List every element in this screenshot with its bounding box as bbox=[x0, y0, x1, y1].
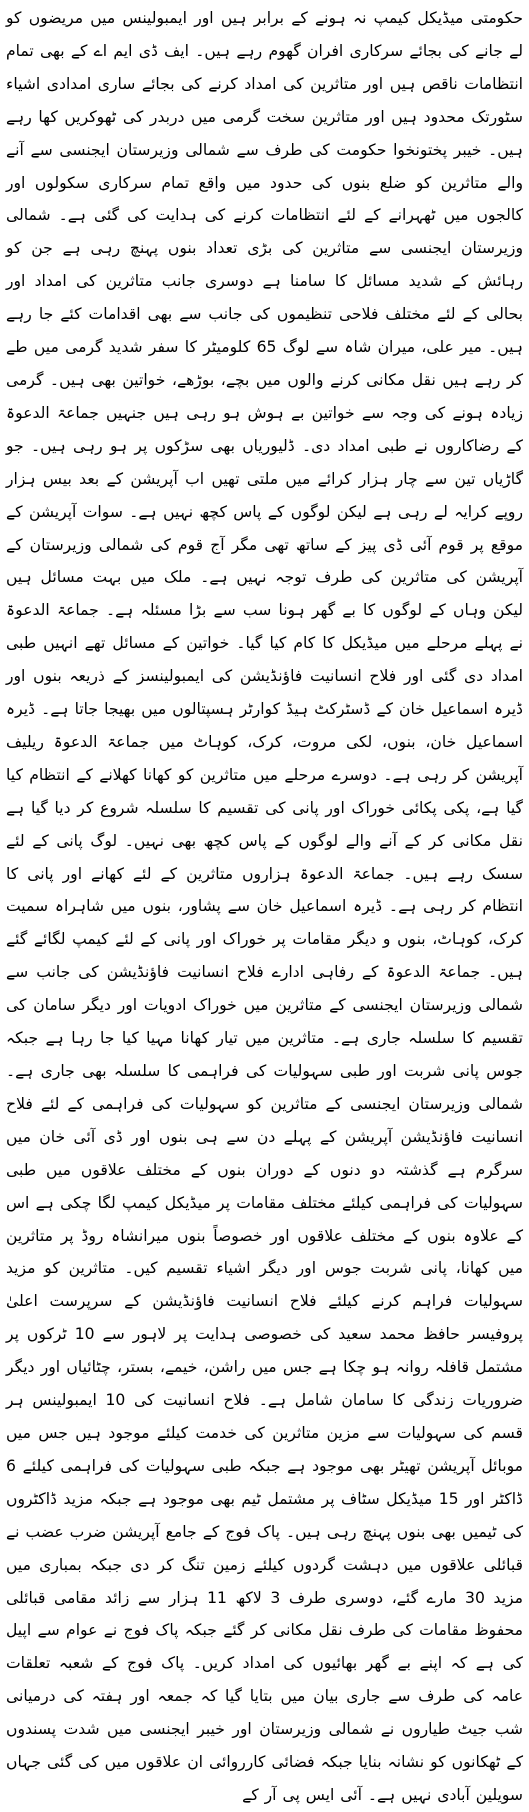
article-body-text: حکومتی میڈیکل کیمپ نہ ہونے کے برابر ہیں اور ایمبولینس میں مریضوں کو لے جانے کی بجائے سرکاری افران گھوم رہے ہیں۔ ایف ڈی ایم اے کے بھی تمام انتظامات ناقص ہیں اور متاثرین کی امداد کرنے کی بجائے ساری امدادی اشیاء سٹورتک محدود ہیں اور متاثرین سخت گرمی میں دربدر کی ٹھوکریں کھا رہے ہیں۔ خیبر پختونخوا حکومت کی طرف سے شمالی وزیرستان ایجنسی سے آنے والے متاثرین کو ضلع بنوں کی حدود میں واقع تمام سرکاری سکولوں اور کالجوں میں ٹھہرانے کے لئے انتظامات کرنے کی ہدایت کی گئی ہے۔ شمالی وزیرستان ایجنسی سے متاثرین کی بڑی تعداد بنوں پہنچ رہی ہے جن کو رہائش کے شدید مسائل کا سامنا ہے دوسری جانب متاثرین کی امداد اور بحالی کے لئے مختلف فلاحی تنظیموں کی جانب سے بھی اقدامات کئے جا رہے ہیں۔ میر علی، میران شاہ سے لوگ 65 کلومیٹر کا سفر شدید گرمی میں طے کر رہے ہیں نقل مکانی کرنے والوں میں بچے، بوڑھے، خواتین بھی ہیں۔ گرمی زیادہ ہونے کی وجہ سے خواتین بے ہوش ہو رہی ہیں جنہیں جماعۃ الدعوۃ کے رضاکاروں نے طبی امداد دی۔ ڈلیوریاں بھی سڑکوں پر ہو رہی ہیں۔ جو گاڑیاں تین سے چار ہزار کرائے میں ملتی تھیں اب آپریشن کے بعد بیس ہزار روپے کرایہ لے رہی ہے لیکن لوگوں کے پاس کچھ نہیں ہے۔ سوات آپریشن کے موقع پر قوم آئی ڈی پیز کے ساتھ تھی مگر آج قوم کی شمالی وزیرستان کے آپریشن کی متاثرین کی طرف توجہ نہیں ہے۔ ملک میں بہت مسائل ہیں لیکن وہاں کے لوگوں کا بے گھر ہونا سب سے بڑا مسئلہ ہے۔ جماعۃ الدعوۃ نے پہلے مرحلے میں میڈیکل کا کام کیا گیا۔ خواتین کے مسائل تھے انہیں طبی امداد دی گئی اور فلاح انسانیت فاؤنڈیشن کی ایمبولینسز کے ذریعہ بنوں اور ڈیرہ اسماعیل خان کے ڈسٹرکٹ ہیڈ کوارٹر ہسپتالوں میں بھیجا جاتا ہے۔ ڈیرہ اسماعیل خان، بنوں، لکی مروت، کرک، کوہاٹ میں جماعۃ الدعوۃ ریلیف آپریشن کر رہی ہے۔ دوسرے مرحلے میں متاثرین کو کھانا کھلانے کے انتظام کیا گیا ہے، پکی پکائی خوراک اور پانی کی تقسیم کا سلسلہ شروع کر دیا گیا ہے نقل مکانی کر کے آنے والے لوگوں کے پاس کچھ بھی نہیں۔ لوگ پانی کے لئے سسک رہے ہیں۔ جماعۃ الدعوۃ ہزاروں متاثرین کے لئے کھانے اور پانی کا انتظام کر رہی ہے۔ ڈیرہ اسماعیل خان سے پشاور، بنوں میں شاہراہ سمیت کرک، کوہاٹ، بنوں و دیگر مقامات پر خوراک اور پانی کے لئے کیمپ لگائے گئے ہیں۔ جماعۃ الدعوۃ کے رفاہی ادارے فلاح انسانیت فاؤنڈیشن کی جانب سے شمالی وزیرستان ایجنسی کے متاثرین میں خوراک ادویات اور دیگر سامان کی تقسیم کا سلسلہ جاری ہے۔ متاثرین میں تیار کھانا مہیا کیا جا رہا ہے جبکہ جوس پانی شربت اور طبی سہولیات کی فراہمی کا سلسلہ بھی جاری ہے۔ شمالی وزیرستان ایجنسی کے متاثرین کو سہولیات کی فراہمی کے لئے فلاح انسانیت فاؤنڈیشن آپریشن کے پہلے دن سے ہی بنوں اور ڈی آئی خان میں سرگرم ہے گذشتہ دو دنوں کے دوران بنوں کے مختلف علاقوں میں طبی سہولیات کی فراہمی کیلئے مختلف مقامات پر میڈیکل کیمپ لگا چکی ہے اس کے علاوہ بنوں کے مختلف علاقوں اور خصوصاً بنوں میرانشاہ روڈ پر متاثرین میں کھانا، پانی شربت جوس اور دیگر اشیاء تقسیم کیں۔ متاثرین کو مزید سہولیات فراہم کرنے کیلئے فلاح انسانیت فاؤنڈیشن کے سرپرست اعلیٰ پروفیسر حافظ محمد سعید کی خصوصی ہدایت پر لاہور سے 10 ٹرکوں پر مشتمل قافلہ روانہ ہو چکا ہے جس میں راشن، خیمے، بستر، چٹائیاں اور دیگر ضروریات زندگی کا سامان شامل ہے۔ فلاح انسانیت کی 10 ایمبولینس ہر قسم کی سہولیات سے مزین متاثرین کی خدمت کیلئے موجود ہیں جس میں موبائل آپریشن تھیٹر بھی موجود ہے جبکہ طبی سہولیات کی فراہمی کیلئے 6 ڈاکٹر اور 15 میڈیکل سٹاف پر مشتمل ٹیم بھی موجود ہے جبکہ مزید ڈاکٹروں کی ٹیمیں بھی بنوں پہنچ رہی ہیں۔ پاک فوج کے جامع آپریشن ضرب عضب نے قبائلی علاقوں میں دہشت گردوں کیلئے زمین تنگ کر دی جبکہ بمباری میں مزید 30 مارے گئے، دوسری طرف 3 لاکھ 11 ہزار سے زائد مقامی قبائلی محفوظ مقامات کی طرف نقل مکانی کر گئے جبکہ پاک فوج نے عوام سے اپیل کی ہے کہ اپنے بے گھر بھائیوں کی امداد کریں۔ پاک فوج کے شعبہ تعلقات عامہ کی طرف سے جاری بیان میں بتایا گیا کہ جمعہ اور ہفتہ کی درمیانی شب جیٹ طیاروں نے شمالی وزیرستان اور خیبر ایجنسی میں شدت پسندوں کے ٹھکانوں کو نشانہ بنایا جبکہ فضائی کارروائی ان علاقوں میں کی گئی جہاں سویلین آبادی نہیں ہے۔ آئی ایس پی آر کے bbox=[6, 9, 524, 1804]
